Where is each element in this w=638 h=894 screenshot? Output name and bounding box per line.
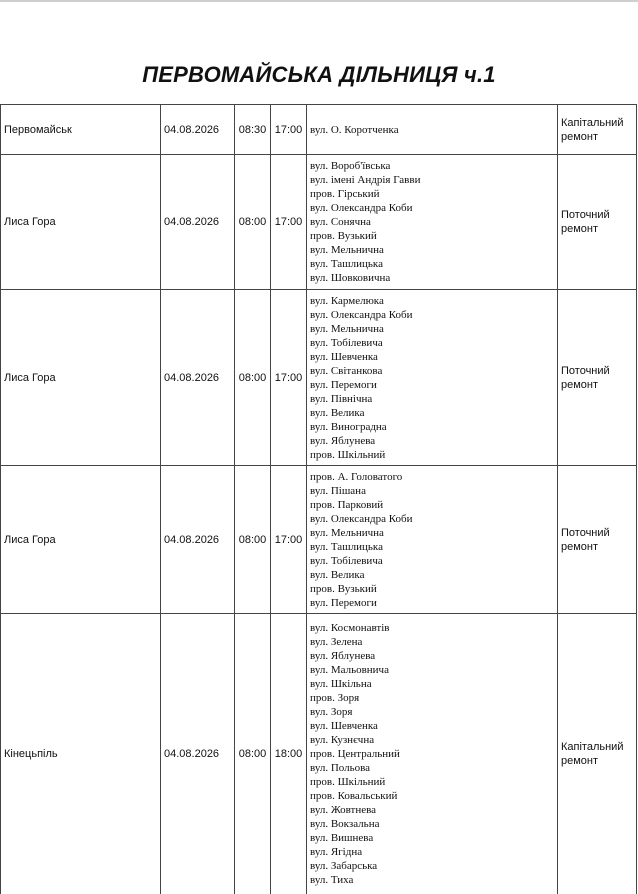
table-body — [1, 105, 637, 894]
street-item: вул. Ташлицька — [310, 258, 383, 270]
end-time-cell: 17:00 — [271, 466, 307, 614]
street-item: вул. імені Андрія Гавви — [310, 174, 421, 186]
work-type-cell: Капітальний ремонт — [558, 105, 637, 155]
street-item: вул. Перемоги — [310, 378, 377, 391]
start-time-cell: 08:00 — [235, 614, 271, 894]
street-item: пров. Парковий — [310, 498, 384, 511]
end-time-cell: 17:00 — [271, 105, 307, 155]
streets-cell — [307, 290, 558, 466]
street-item: вул. Тиха — [310, 873, 354, 886]
work-type-cell: Капітальний ремонт — [558, 614, 637, 894]
street-item: вул. Забарська — [310, 859, 378, 872]
street-item: вул. Мельнична — [310, 322, 384, 335]
end-time-cell: 17:00 — [271, 290, 307, 466]
table-row — [1, 614, 637, 894]
page-title: ПЕРВОМАЙСЬКА ДІЛЬНИЦЯ ч.1 — [142, 62, 496, 87]
date-cell: 04.08.2026 — [161, 105, 235, 155]
work-type-cell: Поточний ремонт — [558, 290, 637, 466]
streets-cell — [307, 614, 558, 894]
street-item: пров. Ковальський — [310, 789, 398, 802]
outage-schedule-table — [0, 104, 637, 894]
street-item: вул. Кармелюка — [310, 294, 384, 307]
table-row — [1, 105, 637, 155]
street-item: вул. Світанкова — [310, 364, 383, 377]
street-item: вул. Велика — [310, 406, 365, 419]
street-item: вул. Яблунева — [310, 434, 376, 447]
table-row — [1, 155, 637, 290]
date-cell: 04.08.2026 — [161, 614, 235, 894]
work-type-cell: Поточний ремонт — [558, 466, 637, 614]
start-time-cell: 08:00 — [235, 466, 271, 614]
street-item: вул. Шкільна — [310, 677, 372, 690]
location-cell: Кінецьпіль — [1, 614, 161, 894]
street-item: вул. Шовковична — [310, 272, 391, 284]
location-cell: Лиса Гора — [1, 155, 161, 290]
street-item: вул. Ягідна — [310, 845, 363, 858]
street-item: вул. Шевченка — [310, 719, 378, 732]
street-item: вул. Мельнична — [310, 526, 384, 539]
street-item: вул. Вороб'ївська — [310, 160, 391, 172]
street-item: вул. Сонячна — [310, 216, 371, 228]
location-cell: Первомайськ — [1, 105, 161, 155]
street-item: пров. Зоря — [310, 691, 360, 704]
street-item: вул. Мальовнича — [310, 663, 389, 676]
table-row — [1, 290, 637, 466]
street-item: вул. Жовтнева — [310, 803, 377, 816]
street-item: вул. Мельнична — [310, 244, 384, 256]
street-item: вул. Олександра Коби — [310, 308, 413, 321]
street-item: пров. Шкільний — [310, 775, 386, 788]
street-item: вул. Зоря — [310, 705, 353, 718]
street-item: вул. Перемоги — [310, 596, 377, 609]
street-item: вул. Кузнєчна — [310, 733, 375, 746]
street-item: вул. Виноградна — [310, 420, 387, 433]
date-cell: 04.08.2026 — [161, 155, 235, 290]
street-item: вул. Вишнева — [310, 831, 374, 844]
start-time-cell: 08:00 — [235, 155, 271, 290]
street-item: вул. Велика — [310, 568, 365, 581]
date-cell: 04.08.2026 — [161, 466, 235, 614]
street-item: вул. Ташлицька — [310, 540, 383, 553]
street-item: вул. Шевченка — [310, 350, 378, 363]
end-time-cell: 18:00 — [271, 614, 307, 894]
street-item: вул. Космонавтів — [310, 621, 390, 634]
street-item: вул. Тобілевича — [310, 336, 383, 349]
location-cell: Лиса Гора — [1, 466, 161, 614]
street-item: вул. Зелена — [310, 635, 363, 648]
street-item: пров. А. Головатого — [310, 470, 403, 483]
top-divider — [0, 0, 638, 2]
streets-cell — [307, 155, 558, 290]
street-item: вул. Тобілевича — [310, 554, 383, 567]
work-type-cell: Поточний ремонт — [558, 155, 637, 290]
streets-cell — [307, 466, 558, 614]
street-item: вул. Північна — [310, 392, 373, 405]
street-item: вул. Вокзальна — [310, 817, 380, 830]
end-time-cell: 17:00 — [271, 155, 307, 290]
location-cell: Лиса Гора — [1, 290, 161, 466]
street-item: вул. Яблунева — [310, 649, 376, 662]
date-cell: 04.08.2026 — [161, 290, 235, 466]
street-item: пров. Вузький — [310, 582, 377, 595]
street-item: пров. Шкільний — [310, 448, 386, 461]
street-item: вул. О. Коротченка — [310, 123, 399, 136]
street-item: вул. Олександра Коби — [310, 202, 413, 214]
street-item: пров. Гірський — [310, 188, 380, 200]
street-item: пров. Центральний — [310, 747, 400, 760]
street-item: вул. Польова — [310, 761, 371, 774]
streets-cell — [307, 105, 558, 155]
start-time-cell: 08:00 — [235, 290, 271, 466]
street-item: пров. Вузький — [310, 230, 377, 242]
street-item: вул. Пішана — [310, 484, 366, 497]
start-time-cell: 08:30 — [235, 105, 271, 155]
table-row — [1, 466, 637, 614]
street-item: вул. Олександра Коби — [310, 512, 413, 525]
